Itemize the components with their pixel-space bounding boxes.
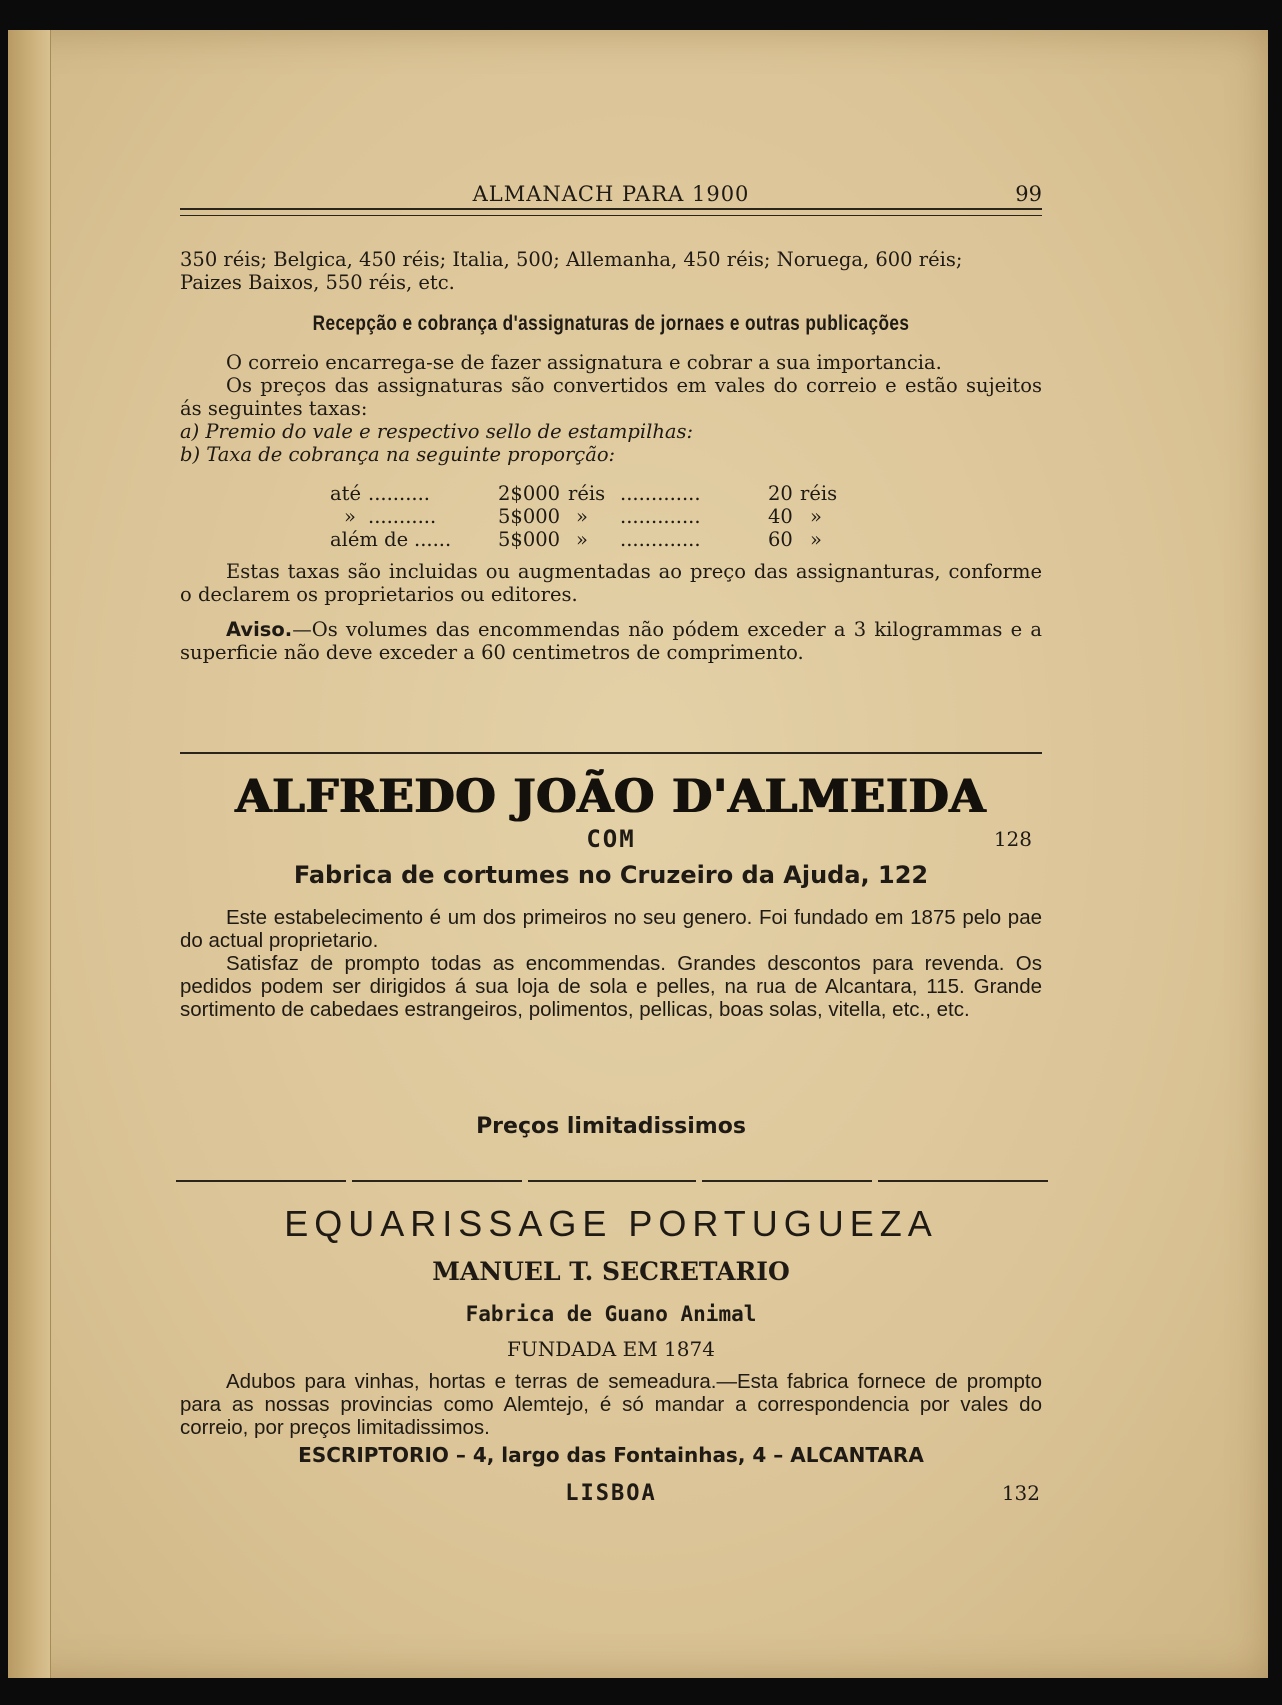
rate-label: até (330, 482, 362, 505)
rate-row (330, 505, 850, 528)
rate-fee: 60 (768, 528, 793, 551)
ad2-body: Adubos para vinhas, hortas e terras de semeadura.—Esta fabrica fornece de prompto para as nossas provincias como Alemtejo, é só mandar a correspondencia por vales do correio, por preços limitadissimos. (180, 1370, 1042, 1439)
ad2-address: ESCRIPTORIO – 4, largo das Fontainhas, 4 – ALCANTARA (298, 1443, 924, 1467)
ad2-business-wrap (180, 1300, 1042, 1328)
ad-divider (180, 752, 1042, 754)
ad2-name: EQUARISSAGE PORTUGUEZA (284, 1203, 938, 1244)
ad2-city: LISBOA (565, 1481, 657, 1506)
item-b: b) Taxa de cobrança na seguinte proporção: (180, 443, 616, 466)
ad1-subtitle-wrap (180, 860, 1042, 890)
ad2-number: 132 (1001, 1481, 1040, 1505)
ad2-city-row (180, 1482, 1042, 1505)
rate-fee-unit: réis (800, 482, 838, 505)
rate-fee: 40 (768, 505, 793, 528)
section-heading: Recepção e cobrança d'assignaturas de jornaes e outras publicações (312, 312, 910, 335)
rate-leader: ........... (368, 505, 437, 528)
ad-divider (176, 1180, 346, 1182)
rate-fee-unit: » (810, 505, 822, 528)
intro-line-1: 350 réis; Belgica, 450 réis; Italia, 500; Allemanha, 450 réis; Noruega, 600 réis; (180, 248, 963, 271)
section-body (180, 351, 1042, 466)
rate-unit: réis (568, 482, 606, 505)
ad2-name-wrap (180, 1202, 1042, 1246)
section-paragraph-1: O correio encarrega-se de fazer assignatura e cobrar a sua importancia. (226, 351, 942, 374)
ad2-address-wrap (180, 1442, 1042, 1468)
rate-leader: ...... (414, 528, 452, 551)
page-gutter (8, 30, 51, 1678)
ad-divider (878, 1180, 1048, 1182)
ad2-founded: FUNDADA EM 1874 (507, 1337, 715, 1361)
ad1-com: COM (586, 825, 636, 853)
ad1-paragraph-2: Satisfaz de prompto todas as encommendas. Grandes descontos para revenda. Os pedidos podem ser dirigidos á sua loja de sola e pelles, na rua de Alcantara, 115. Grande sortimento de cabedaes estrangeiros, polimentos, pellicas, boas solas, vitella, etc., etc. (180, 952, 1042, 1021)
ad2-owner: MANUEL T. SECRETARIO (432, 1257, 790, 1286)
rate-unit: » (576, 505, 588, 528)
ad2-founded-wrap (180, 1338, 1042, 1361)
rate-label: » (344, 505, 356, 528)
ad-divider (528, 1180, 696, 1182)
rate-leader: .......... (368, 482, 430, 505)
book-page (8, 30, 1268, 1678)
rate-unit: » (576, 528, 588, 551)
rate-amount: 5$000 (498, 505, 561, 528)
rates-table (330, 482, 850, 551)
section-paragraph-2: Os preços das assignaturas são convertidos em vales do correio e estão sujeitos ás seguintes taxas: (180, 374, 1042, 420)
ad1-name: ALFREDO JOÃO D'ALMEIDA (235, 769, 987, 823)
ad1-body (180, 906, 1042, 1021)
rate-amount: 5$000 (498, 528, 561, 551)
intro-text (180, 248, 1042, 294)
item-a: a) Premio do vale e respectivo sello de estampilhas: (180, 420, 694, 443)
rate-row (330, 482, 850, 505)
ad1-paragraph-1: Este estabelecimento é um dos primeiros no seu genero. Foi fundado em 1875 pelo pae do actual proprietario. (180, 906, 1042, 952)
section-paragraph-3: Estas taxas são incluidas ou augmentadas ao preço das assignanturas, conforme o declarem os proprietarios ou editores. (180, 560, 1042, 606)
page-number: 99 (1015, 182, 1042, 206)
rate-fee: 20 (768, 482, 793, 505)
running-head-title: ALMANACH PARA 1900 (472, 182, 750, 206)
section-body-2 (180, 560, 1042, 664)
rate-leader: ............. (620, 505, 701, 528)
ad1-number: 128 (993, 827, 1032, 851)
rate-leader: ............. (620, 482, 701, 505)
rate-fee-unit: » (810, 528, 822, 551)
rate-row (330, 528, 850, 551)
section-heading-wrap (180, 312, 1042, 335)
aviso-paragraph (180, 618, 1042, 664)
aviso-label: Aviso. (226, 618, 293, 641)
ad2-business: Fabrica de Guano Animal (465, 1302, 757, 1326)
rate-leader: ............. (620, 528, 701, 551)
ad-divider (352, 1180, 522, 1182)
ad1-slogan-wrap (180, 1115, 1042, 1138)
ad1-slogan: Preços limitadissimos (476, 1114, 746, 1139)
ad1-com-row (180, 825, 1042, 853)
ad2-owner-wrap (180, 1256, 1042, 1288)
header-rule (180, 208, 1042, 216)
rate-amount: 2$000 (498, 482, 561, 505)
aviso-text: —Os volumes das encommendas não pódem exceder a 3 kilogrammas e a superficie não deve exceder a 60 centimetros de comprimento. (180, 618, 1042, 664)
rate-label: além de (330, 528, 409, 551)
ad1-subtitle: Fabrica de cortumes no Cruzeiro da Ajuda, 122 (293, 861, 929, 889)
ad-divider (702, 1180, 872, 1182)
ad1-block (180, 768, 1042, 824)
intro-line-2: Paizes Baixos, 550 réis, etc. (180, 271, 455, 294)
